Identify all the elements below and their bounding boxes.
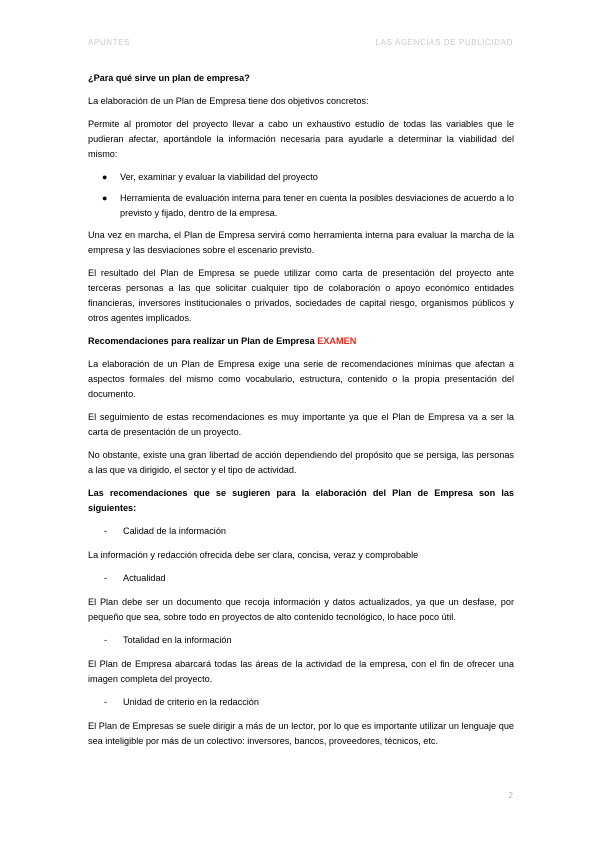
paragraph: La elaboración de un Plan de Empresa tiene dos objetivos concretos: (88, 96, 369, 106)
list-item-text: Herramienta de evaluación interna para tener en cuenta la posibles desviaciones de acuerdo a lo previsto y fijado, dentro de la empresa. (120, 193, 514, 218)
dash-item-text: Unidad de criterio en la redacción (123, 697, 259, 707)
paragraph: El seguimiento de estas recomendaciones es muy importante ya que el Plan de Empresa va a ser la carta de presentación de un proyecto. (88, 412, 514, 437)
heading-text: Recomendaciones para realizar un Plan de Empresa (88, 336, 315, 346)
header-left: APUNTES (88, 38, 130, 47)
list-item-text: Ver, examinar y evaluar la viabilidad del proyecto (120, 172, 318, 182)
dash-icon: - (104, 635, 108, 645)
page-header (88, 38, 513, 50)
paragraph: No obstante, existe una gran libertad de acción dependiendo del propósito que se persiga, las personas a las que va dirigido, el sector y el tipo de actividad. (88, 450, 514, 475)
paragraph: Una vez en marcha, el Plan de Empresa servirá como herramienta interna para evaluar la marcha de la empresa y las desviaciones sobre el escenario previsto. (88, 230, 514, 255)
list-item (88, 170, 514, 185)
bullet-icon: ● (102, 193, 108, 203)
dash-icon: - (104, 526, 108, 536)
dash-list-item (88, 571, 514, 586)
dash-icon: - (104, 697, 108, 707)
exam-tag: EXAMEN (317, 336, 357, 346)
dash-item-text: Totalidad en la información (123, 635, 232, 645)
paragraph: La elaboración de un Plan de Empresa exige una serie de recomendaciones mínimas que afectan a aspectos formales del mismo como vocabulario, estructura, contenido o la propia presentación del documento. (88, 359, 514, 399)
document-body (88, 71, 514, 757)
paragraph: El resultado del Plan de Empresa se puede utilizar como carta de presentación del proyecto ante terceras personas a las que solicitar cualquier tipo de colaboración o apoyo económico entidades financieras, inversores institucionales o privados, sociedades de capital riesgo, organismos públicos y otros agentes implicados. (88, 268, 514, 323)
section-heading: Las recomendaciones que se sugieren para la elaboración del Plan de Empresa son las siguientes: (88, 488, 514, 513)
section-heading (88, 334, 514, 349)
page-number: 2 (508, 791, 513, 800)
bullet-list (88, 170, 514, 221)
bullet-icon: ● (102, 172, 108, 182)
paragraph: La información y redacción ofrecida debe ser clara, concisa, veraz y comprobable (88, 550, 419, 560)
dash-item-text: Calidad de la información (123, 526, 226, 536)
dash-list-item (88, 524, 514, 539)
paragraph: Permite al promotor del proyecto llevar a cabo un exhaustivo estudio de todas las variables que le pudieran afectar, aportándole la información necesaria para ayudarle a determinar la viabilidad del mismo: (88, 119, 514, 159)
list-item (88, 191, 514, 221)
dash-item-text: Actualidad (123, 573, 166, 583)
section-heading: ¿Para qué sirve un plan de empresa? (88, 73, 250, 83)
header-right: LAS AGENCIAS DE PUBLICIDAD (375, 38, 513, 47)
dash-icon: - (104, 573, 108, 583)
paragraph: El Plan debe ser un documento que recoja información y datos actualizados, ya que un desfase, por pequeño que sea, sobre todo en proyectos de alto contenido tecnológico, lo hace poco útil. (88, 597, 514, 622)
paragraph: El Plan de Empresa abarcará todas las áreas de la actividad de la empresa, con el fin de ofrecer una imagen completa del proyecto. (88, 659, 514, 684)
dash-list-item (88, 695, 514, 710)
paragraph: El Plan de Empresas se suele dirigir a más de un lector, por lo que es importante utilizar un lenguaje que sea inteligible por más de un colectivo: inversores, bancos, proveedores, técnicos, etc. (88, 721, 514, 746)
dash-list-item (88, 633, 514, 648)
